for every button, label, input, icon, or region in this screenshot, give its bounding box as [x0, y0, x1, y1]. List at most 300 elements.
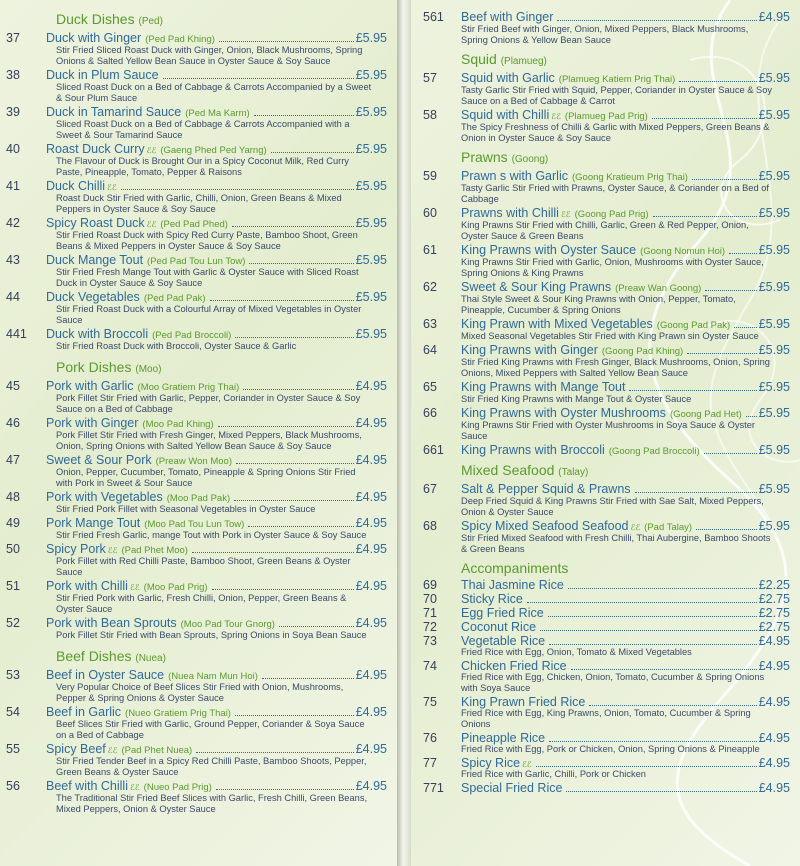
- dot-leader: [566, 791, 756, 792]
- item-thai-name: (Goong Kratieum Prig Thai): [571, 172, 688, 183]
- item-price: £4.95: [355, 579, 387, 593]
- item-price: £5.95: [355, 290, 387, 304]
- item-thai-name: (Moo Pad Pak): [166, 493, 231, 504]
- item-number: 59: [423, 169, 437, 183]
- chili-icon: ℰℰ: [146, 220, 157, 229]
- item-name: Prawns with Chilli: [461, 206, 559, 220]
- chili-icon: ℰℰ: [630, 523, 641, 532]
- menu-item-row: [0, 453, 397, 467]
- item-description: King Prawns Stir Fried with Garlic, Onion, Mushrooms with Oyster Sauce, Spring Onions & King Prawns: [461, 257, 764, 278]
- item-number: 43: [6, 253, 20, 267]
- item-number: 44: [6, 290, 20, 304]
- dot-leader: [196, 752, 354, 753]
- dot-leader: [704, 453, 757, 454]
- item-name: Salt & Pepper Squid & Prawns: [461, 482, 631, 496]
- item-number: 47: [6, 453, 20, 467]
- item-description: Tasty Garlic Stir Fried with Squid, Pepper, Coriander in Oyster Sauce & Soy Sauce on a Bed of Cabbage & Carrot: [461, 85, 773, 106]
- item-name: Egg Fried Rice: [461, 606, 544, 620]
- item-number: 77: [423, 756, 437, 770]
- item-number: 45: [6, 379, 20, 393]
- menu-item-row: [411, 243, 800, 257]
- item-price: £4.95: [758, 731, 790, 745]
- item-name: King Prawns with Mange Tout: [461, 380, 626, 394]
- dot-leader: [571, 669, 757, 670]
- item-price: £4.95: [355, 779, 387, 793]
- dot-leader: [653, 216, 757, 217]
- section-title: [411, 463, 800, 480]
- item-price: £2.75: [758, 620, 790, 634]
- dot-leader: [121, 189, 354, 190]
- right-menu-page: [411, 0, 800, 866]
- item-thai-name: (Goong Nomun Hoi): [640, 246, 726, 257]
- menu-item-row: [0, 179, 397, 193]
- section-title-text: Duck Dishes: [56, 11, 135, 27]
- menu-section: [411, 150, 800, 457]
- dot-leader: [746, 416, 757, 417]
- item-number: 73: [423, 634, 437, 648]
- chili-icon: ℰℰ: [129, 783, 140, 792]
- item-number: 57: [423, 71, 437, 85]
- item-number: 60: [423, 206, 437, 220]
- menu-item: [0, 327, 397, 352]
- dot-leader: [163, 78, 354, 79]
- chili-icon: ℰℰ: [129, 583, 140, 592]
- menu-item-row: [0, 579, 397, 593]
- item-number: 72: [423, 620, 437, 634]
- item-price: £5.95: [758, 519, 790, 533]
- menu-item: [411, 108, 800, 144]
- dot-leader: [210, 300, 354, 301]
- item-price: £4.95: [355, 742, 387, 756]
- menu-item: [411, 519, 800, 555]
- item-name: Squid with Chilli: [461, 108, 550, 122]
- dot-leader: [549, 644, 757, 645]
- menu-section: [411, 52, 800, 144]
- item-name: Pork with Vegetables: [46, 490, 163, 504]
- dot-leader: [652, 118, 757, 119]
- item-number: 561: [423, 10, 444, 24]
- menu-item-row: [411, 10, 800, 24]
- dot-leader: [557, 20, 756, 21]
- section-title-text: Prawns: [461, 149, 508, 165]
- dot-leader: [540, 630, 757, 631]
- dot-leader: [254, 115, 354, 116]
- menu-item-row: [0, 31, 397, 45]
- menu-item-row: [411, 406, 800, 420]
- menu-section: [0, 360, 397, 641]
- item-name: Sweet & Sour King Prawns: [461, 280, 612, 294]
- item-price: £4.95: [758, 756, 790, 770]
- item-number: 74: [423, 659, 437, 673]
- menu-item: [411, 578, 800, 591]
- item-name: Squid with Garlic: [461, 71, 555, 85]
- item-number: 75: [423, 695, 437, 709]
- item-name: King Prawns with Oyster Sauce: [461, 243, 637, 257]
- item-number: 53: [6, 668, 20, 682]
- dot-leader: [536, 766, 757, 767]
- item-name: Sticky Rice: [461, 592, 523, 606]
- section-title-text: Accompaniments: [461, 560, 569, 576]
- item-price: £5.95: [355, 216, 387, 230]
- section-thai-name: (Talay): [558, 467, 589, 478]
- item-price: £5.95: [355, 142, 387, 156]
- section-thai-name: (Ped): [138, 16, 163, 27]
- menu-item: [0, 516, 397, 541]
- menu-item-row: [411, 731, 800, 744]
- menu-item-row: [0, 542, 397, 556]
- item-name: Spicy Beef: [46, 742, 106, 756]
- menu-item: [411, 781, 800, 794]
- item-number: 42: [6, 216, 20, 230]
- item-number: 61: [423, 243, 437, 257]
- item-number: 39: [6, 105, 20, 119]
- item-price: £5.95: [758, 317, 790, 331]
- dot-leader: [687, 353, 757, 354]
- menu-item-row: [0, 490, 397, 504]
- item-number: 54: [6, 705, 20, 719]
- section-thai-name: (Moo): [135, 364, 162, 375]
- item-number: 68: [423, 519, 437, 533]
- menu-item-row: [0, 616, 397, 630]
- menu-item: [411, 592, 800, 605]
- item-name: Duck with Broccoli: [46, 327, 149, 341]
- dot-leader: [262, 678, 354, 679]
- chili-icon: ℰℰ: [107, 746, 118, 755]
- menu-item: [0, 68, 397, 104]
- item-name: Pork Mange Tout: [46, 516, 141, 530]
- item-name: Duck Mange Tout: [46, 253, 144, 267]
- item-name: Sweet & Sour Pork: [46, 453, 152, 467]
- item-number: 37: [6, 31, 20, 45]
- section-title: [0, 360, 397, 377]
- menu-item-row: [0, 253, 397, 267]
- menu-item: [411, 659, 800, 694]
- item-name: Beef in Garlic: [46, 705, 122, 719]
- menu-item: [0, 705, 397, 741]
- item-thai-name: (Goong Pad Pak): [656, 320, 731, 331]
- item-name: Coconut Rice: [461, 620, 537, 634]
- dot-leader: [589, 705, 756, 706]
- item-thai-name: (Goong Pad Prig): [574, 209, 649, 220]
- item-thai-name: (Ped Pad Phed): [160, 219, 228, 230]
- menu-item: [411, 443, 800, 457]
- item-name: Roast Duck Curry: [46, 142, 145, 156]
- section-title: [411, 52, 800, 69]
- item-price: £5.95: [355, 327, 387, 341]
- item-number: 41: [6, 179, 20, 193]
- item-number: 64: [423, 343, 437, 357]
- item-description: Tasty Garlic Stir Fried with Prawns, Oyster Sauce, & Coriander on a Bed of Cabbage: [461, 183, 769, 204]
- item-name: Special Fried Rice: [461, 781, 563, 795]
- item-name: Duck with Ginger: [46, 31, 142, 45]
- item-number: 69: [423, 578, 437, 592]
- item-price: £4.95: [758, 634, 790, 648]
- item-thai-name: (Pad Talay): [644, 522, 693, 533]
- section-thai-name: (Plamueg): [500, 56, 547, 67]
- item-thai-name: (Goong Pad Broccoli): [608, 446, 700, 457]
- item-number: 67: [423, 482, 437, 496]
- section-thai-name: (Nuea): [135, 653, 166, 664]
- item-name: King Prawn Fried Rice: [461, 695, 586, 709]
- menu-item-row: [411, 343, 800, 357]
- menu-item: [0, 379, 397, 415]
- item-description: King Prawns Stir Fried with Oyster Mushrooms in Soya Sauce & Oyster Sauce: [461, 420, 755, 441]
- menu-item: [0, 616, 397, 641]
- dot-leader: [729, 253, 757, 254]
- item-number: 50: [6, 542, 20, 556]
- menu-item-row: [411, 108, 800, 122]
- menu-item-row: [411, 380, 800, 394]
- dot-leader: [279, 626, 354, 627]
- item-number: 58: [423, 108, 437, 122]
- menu-item: [411, 620, 800, 633]
- item-price: £5.95: [355, 105, 387, 119]
- menu-item: [411, 317, 800, 342]
- menu-item-row: [411, 280, 800, 294]
- dot-leader: [249, 263, 353, 264]
- dot-leader: [635, 492, 757, 493]
- item-number: 51: [6, 579, 20, 593]
- item-description: Mixed Seasonal Vegetables Stir Fried with King Prawn sin Oyster Sauce: [461, 331, 759, 341]
- item-price: £5.95: [758, 243, 790, 257]
- item-price: £5.95: [355, 179, 387, 193]
- item-price: £4.95: [355, 416, 387, 430]
- menu-item-row: [0, 68, 397, 82]
- menu-section: [0, 649, 397, 815]
- menu-item-row: [0, 668, 397, 682]
- menu-item-row: [0, 516, 397, 530]
- page-fold: [397, 0, 411, 866]
- menu-item: [0, 416, 397, 452]
- dot-leader: [216, 789, 354, 790]
- item-number: 40: [6, 142, 20, 156]
- menu-item-row: [411, 606, 800, 619]
- dot-leader: [219, 41, 354, 42]
- menu-item: [0, 253, 397, 289]
- dot-leader: [705, 290, 756, 291]
- menu-item: [411, 380, 800, 405]
- item-name: Vegetable Rice: [461, 634, 546, 648]
- item-description: King Prawns Stir Fried with Chilli, Garlic, Green & Red Pepper, Onion, Oyster Sauce & Green Beans: [461, 220, 749, 241]
- dot-leader: [696, 529, 757, 530]
- item-name: Duck Chilli: [46, 179, 106, 193]
- item-price: £5.95: [758, 406, 790, 420]
- item-description: Stir Fried Roast Duck with Broccoli, Oyster Sauce & Garlic: [56, 341, 297, 351]
- item-description: Roast Duck Stir Fried with Garlic, Chilli, Onion, Green Beans & Mixed Peppers in Oyster Sauce & Soy Sauce: [56, 193, 342, 214]
- item-price: £5.95: [758, 343, 790, 357]
- item-name: Pork with Bean Sprouts: [46, 616, 177, 630]
- dot-leader: [549, 741, 757, 742]
- menu-item: [411, 756, 800, 780]
- menu-item: [0, 105, 397, 141]
- item-description: Pork Fillet Stir Fried with Fresh Ginger, Mixed Peppers, Black Mushrooms, Onion, Spring Onions with Salted Yellow Bean Sauce & Soy Sauce: [56, 430, 362, 451]
- item-thai-name: (Ped Pad Tou Lun Tow): [147, 256, 246, 267]
- item-name: King Prawn with Mixed Vegetables: [461, 317, 653, 331]
- menu-item: [411, 482, 800, 518]
- menu-item: [0, 579, 397, 615]
- menu-item: [0, 142, 397, 178]
- menu-section: [411, 463, 800, 555]
- menu-item-row: [0, 290, 397, 304]
- menu-item: [411, 695, 800, 730]
- menu-item: [411, 169, 800, 205]
- menu-item-row: [411, 592, 800, 605]
- item-name: King Prawns with Oyster Mushrooms: [461, 406, 666, 420]
- menu-item: [411, 634, 800, 658]
- item-name: Spicy Mixed Seafood Seafood: [461, 519, 629, 533]
- item-name: Beef with Chilli: [46, 779, 128, 793]
- item-name: Spicy Pork: [46, 542, 106, 556]
- dot-leader: [192, 552, 354, 553]
- item-price: £4.95: [355, 705, 387, 719]
- item-name: Thai Jasmine Rice: [461, 578, 564, 592]
- menu-item: [411, 731, 800, 755]
- menu-item: [411, 206, 800, 242]
- item-price: £5.95: [758, 482, 790, 496]
- item-description: Fried Rice with Garlic, Chilli, Pork or Chicken: [461, 769, 646, 779]
- item-price: £4.95: [355, 453, 387, 467]
- dot-leader: [243, 389, 353, 390]
- dot-leader: [692, 179, 757, 180]
- item-description: Beef Slices Stir Fried with Garlic, Ground Pepper, Coriander & Soya Sauce on a Bed of Cabbage: [56, 719, 365, 740]
- item-thai-name: (Pad Phet Moo): [121, 545, 188, 556]
- section-title-text: Pork Dishes: [56, 359, 132, 375]
- chili-icon: ℰℰ: [551, 112, 561, 121]
- item-price: £5.95: [758, 206, 790, 220]
- item-number: 771: [423, 781, 444, 795]
- item-description: Stir Fried Pork with Garlic, Fresh Chilli, Onion, Pepper, Green Beans & Oyster Sauce: [56, 593, 347, 614]
- dot-leader: [248, 526, 353, 527]
- dot-leader: [271, 152, 354, 153]
- item-number: 66: [423, 406, 437, 420]
- item-price: £4.95: [758, 695, 790, 709]
- item-description: Fried Rice with Egg, Chicken, Onion, Tomato, Cucumber & Spring Onions with Soya Sauce: [461, 672, 765, 693]
- item-thai-name: (Goong Pad Het): [669, 409, 742, 420]
- item-name: Chicken Fried Rice: [461, 659, 567, 673]
- item-thai-name: (Ped Pad Pak): [143, 293, 206, 304]
- menu-item-row: [411, 620, 800, 633]
- item-number: 56: [6, 779, 20, 793]
- item-price: £5.95: [758, 169, 790, 183]
- item-price: £4.95: [758, 659, 790, 673]
- item-description: Very Popular Choice of Beef Slices Stir Fried with Onion, Mushrooms, Pepper & Spring Onions & Oyster Sauce: [56, 682, 344, 703]
- item-number: 65: [423, 380, 437, 394]
- item-number: 49: [6, 516, 20, 530]
- dot-leader: [235, 337, 353, 338]
- item-name: Prawn s with Garlic: [461, 169, 568, 183]
- item-description: The Flavour of Duck is Brought Our in a Spicy Coconut Milk, Red Curry Paste, Pineapple, Tomato, Pepper & Raisons: [56, 156, 349, 177]
- item-description: Pork Fillet with Red Chilli Paste, Bamboo Shoot, Green Beans & Oyster Sauce: [56, 556, 351, 577]
- item-description: Sliced Roast Duck on a Bed of Cabbage & Carrots Accompanied by a Sweet & Sour Plum Sauce: [56, 82, 372, 103]
- menu-item: [411, 343, 800, 379]
- section-title: [0, 649, 397, 666]
- dot-leader: [568, 588, 757, 589]
- item-description: Onion, Pepper, Cucumber, Tomato, Pineapple & Spring Onions Stir Fried with Pork in Sweet & Sour Sauce: [56, 467, 356, 488]
- menu-item: [0, 542, 397, 578]
- item-number: 38: [6, 68, 20, 82]
- item-thai-name: (Moo Pad Tour Gnorg): [180, 619, 275, 630]
- item-number: 661: [423, 443, 444, 457]
- item-description: Deep Fried Squid & King Prawns Stir Fried with Sae Salt, Mixed Peppers, Onion & Oyster Sauce: [461, 496, 764, 517]
- menu-item-row: [411, 519, 800, 533]
- item-description: Stir Fried Sliced Roast Duck with Ginger, Onion, Black Mushrooms, Spring Onions & Salted Yellow Bean Sauce in Oyster Sauce & Soy Sauce: [56, 45, 363, 66]
- menu-item-row: [0, 379, 397, 393]
- item-number: 71: [423, 606, 437, 620]
- item-number: 46: [6, 416, 20, 430]
- item-name: Pork with Chilli: [46, 579, 128, 593]
- item-thai-name: (Nueo Pad Prig): [143, 782, 212, 793]
- item-description: Fried Rice with Egg, Onion, Tomato & Mixed Vegetables: [461, 647, 692, 657]
- menu-item-row: [0, 142, 397, 156]
- item-description: The Spicy Freshness of Chilli & Garlic with Mixed Peppers, Green Beans & Onion in Oyster Sauce & Soy Sauce: [461, 122, 770, 143]
- item-price: £5.95: [355, 31, 387, 45]
- menu-item-row: [411, 695, 800, 708]
- item-number: 62: [423, 280, 437, 294]
- item-number: 48: [6, 490, 20, 504]
- menu-item: [411, 243, 800, 279]
- item-name: Spicy Roast Duck: [46, 216, 145, 230]
- menu-item-row: [0, 416, 397, 430]
- item-thai-name: (Moo Gratiem Prig Thai): [137, 382, 240, 393]
- item-price: £4.95: [355, 616, 387, 630]
- item-thai-name: (Gaeng Phed Ped Yarng): [160, 145, 267, 156]
- dot-leader: [548, 616, 757, 617]
- item-price: £4.95: [355, 379, 387, 393]
- section-thai-name: (Goong): [511, 154, 549, 165]
- menu-item: [0, 453, 397, 489]
- menu-item: [0, 179, 397, 215]
- menu-item: [411, 606, 800, 619]
- dot-leader: [235, 715, 354, 716]
- menu-section: [0, 12, 397, 352]
- dot-leader: [527, 602, 757, 603]
- section-title-text: Beef Dishes: [56, 648, 132, 664]
- dot-leader: [734, 327, 757, 328]
- menu-item-row: [411, 659, 800, 672]
- menu-item: [0, 668, 397, 704]
- menu-item: [0, 742, 397, 778]
- item-thai-name: (Preaw Won Moo): [155, 456, 232, 467]
- chili-icon: ℰℰ: [146, 146, 157, 155]
- menu-item: [0, 290, 397, 326]
- item-description: Stir Fried Tender Beef in a Spicy Red Chilli Paste, Bamboo Shoots, Pepper, Green Beans & Oyster Sauce: [56, 756, 367, 777]
- menu-item-row: [411, 206, 800, 220]
- item-description: Fried Rice with Egg, King Prawns, Onion, Tomato, Cucumber & Spring Onions: [461, 708, 751, 729]
- menu-item-row: [411, 169, 800, 183]
- item-description: Stir Fried Fresh Garlic, mange Tout with Pork in Oyster Sauce & Soy Sauce: [56, 530, 367, 540]
- item-name: Pork with Garlic: [46, 379, 134, 393]
- item-name: Pork with Ginger: [46, 416, 139, 430]
- item-price: £4.95: [355, 490, 387, 504]
- item-description: Pork Fillet Stir Fried with Bean Sprouts, Spring Onions in Soya Bean Sauce: [56, 630, 367, 640]
- item-price: £5.95: [758, 108, 790, 122]
- item-thai-name: (Plamueg Katiem Prig Thai): [558, 74, 676, 85]
- item-name: Duck in Plum Sauce: [46, 68, 159, 82]
- item-number: 63: [423, 317, 437, 331]
- item-description: Fried Rice with Egg, Pork or Chicken, Onion, Spring Onions & Pineapple: [461, 744, 760, 754]
- dot-leader: [218, 426, 354, 427]
- item-description: Pork Fillet Stir Fried with Garlic, Pepper, Coriander in Oyster Sauce & Soy Sauce on a Bed of Cabbage: [56, 393, 361, 414]
- menu-item-row: [411, 578, 800, 591]
- item-thai-name: (Pad Phet Nuea): [121, 745, 193, 756]
- item-description: Thai Style Sweet & Sour King Prawns with Onion, Pepper, Tomato, Pineapple, Cucumber & Spring Onions: [461, 294, 736, 315]
- section-title: [0, 12, 397, 29]
- dot-leader: [236, 463, 354, 464]
- dot-leader: [629, 390, 756, 391]
- item-number: 52: [6, 616, 20, 630]
- item-thai-name: (Ped Ma Karm): [185, 108, 250, 119]
- item-thai-name: (Plamueg Pad Prig): [564, 111, 648, 122]
